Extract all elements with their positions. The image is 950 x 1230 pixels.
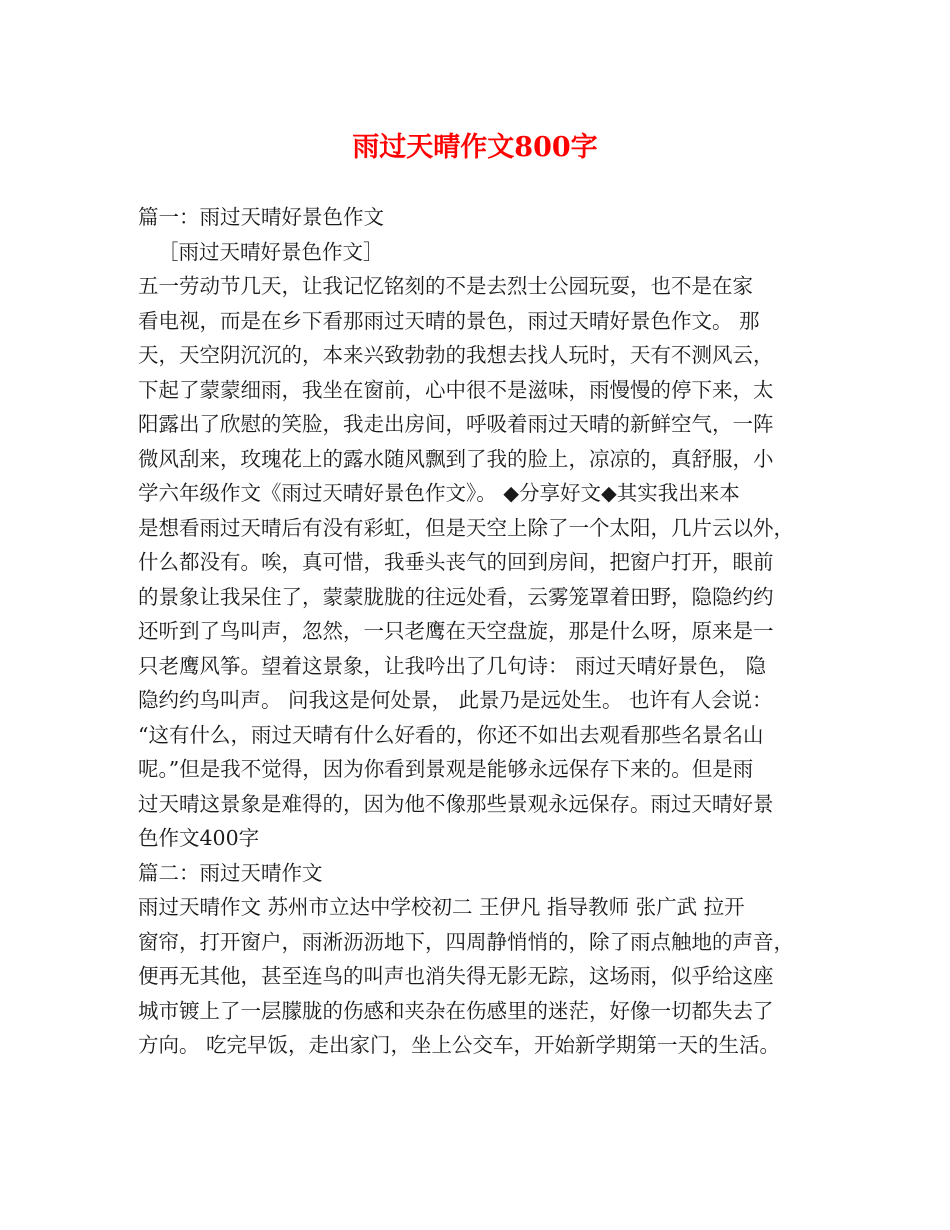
paragraph-line: 五一劳动节几天，让我记忆铭刻的不是去烈士公园玩耍，也不是在家 bbox=[138, 274, 753, 298]
paragraph-line: 呢。”但是我不觉得，因为你看到景观是能够永远保存下来的。但是雨 bbox=[138, 757, 754, 781]
paragraph-line: 城市镀上了一层朦胧的伤感和夹杂在伤感里的迷茫，好像一切都失去了 bbox=[138, 998, 774, 1023]
paragraph-line: 雨过天晴作文 苏州市立达中学校初二 王伊凡 指导教师 张广武 拉开 bbox=[138, 895, 745, 919]
paragraph-line: 是想看雨过天晴后有没有彩虹，但是天空上除了一个太阳，几片云以外， bbox=[138, 515, 794, 540]
paragraph-line: 天，天空阴沉沉的，本来兴致勃勃的我想去找人玩时，天有不测风云， bbox=[138, 343, 774, 367]
paragraph-line: 微风刮来，玫瑰花上的露水随风飘到了我的脸上，凉凉的，真舒服，小 bbox=[138, 446, 774, 471]
section-heading-2: 篇二：雨过天晴作文 bbox=[138, 860, 323, 885]
paragraph-line: 过天晴这景象是难得的，因为他不像那些景观永远保存。雨过天晴好景 bbox=[138, 791, 774, 816]
paragraph-line: 什么都没有。唉，真可惜，我垂头丧气的回到房间，把窗户打开，眼前 bbox=[138, 550, 774, 574]
document-body bbox=[138, 200, 828, 1063]
paragraph-line: 看电视，而是在乡下看那雨过天晴的景色，雨过天晴好景色作文。 那 bbox=[138, 308, 760, 333]
paragraph-line: 学六年级作文《雨过天晴好景色作文》。 ◆分享好文◆其实我出来本 bbox=[138, 481, 740, 505]
paragraph-line: 方向。 吃完早饭，走出家门，坐上公交车，开始新学期第一天的生活。 bbox=[138, 1033, 781, 1057]
paragraph-line: 色作文400字 bbox=[138, 826, 260, 850]
section-heading-1: 篇一：雨过天晴好景色作文 bbox=[138, 205, 384, 229]
paragraph-line: 窗帘，打开窗户，雨淅沥沥地下，四周静悄悄的，除了雨点触地的声音， bbox=[138, 929, 794, 954]
paragraph-line: 只老鹰风筝。望着这景象，让我吟出了几句诗： 雨过天晴好景色， 隐 bbox=[138, 653, 767, 678]
paragraph-line: 的景象让我呆住了，蒙蒙胧胧的往远处看，云雾笼罩着田野，隐隐约约 bbox=[138, 584, 774, 609]
section-subtitle-1: ［雨过天晴好景色作文］ bbox=[158, 239, 384, 264]
paragraph-line: 便再无其他，甚至连鸟的叫声也消失得无影无踪，这场雨，似乎给这座 bbox=[138, 964, 774, 988]
document-title: 雨过天晴作文800字 bbox=[352, 132, 598, 163]
paragraph-line: 还听到了鸟叫声，忽然，一只老鹰在天空盘旋，那是什么呀，原来是一 bbox=[138, 619, 774, 643]
paragraph-line: “这有什么，雨过天晴有什么好看的，你还不如出去观看那些名景名山 bbox=[138, 722, 764, 747]
paragraph-line: 隐约约鸟叫声。 问我这是何处景， 此景乃是远处生。 也许有人会说： bbox=[138, 688, 773, 712]
paragraph-line: 下起了蒙蒙细雨，我坐在窗前，心中很不是滋味，雨慢慢的停下来，太 bbox=[138, 377, 774, 402]
paragraph-line: 阳露出了欣慰的笑脸，我走出房间，呼吸着雨过天晴的新鲜空气，一阵 bbox=[138, 412, 774, 436]
